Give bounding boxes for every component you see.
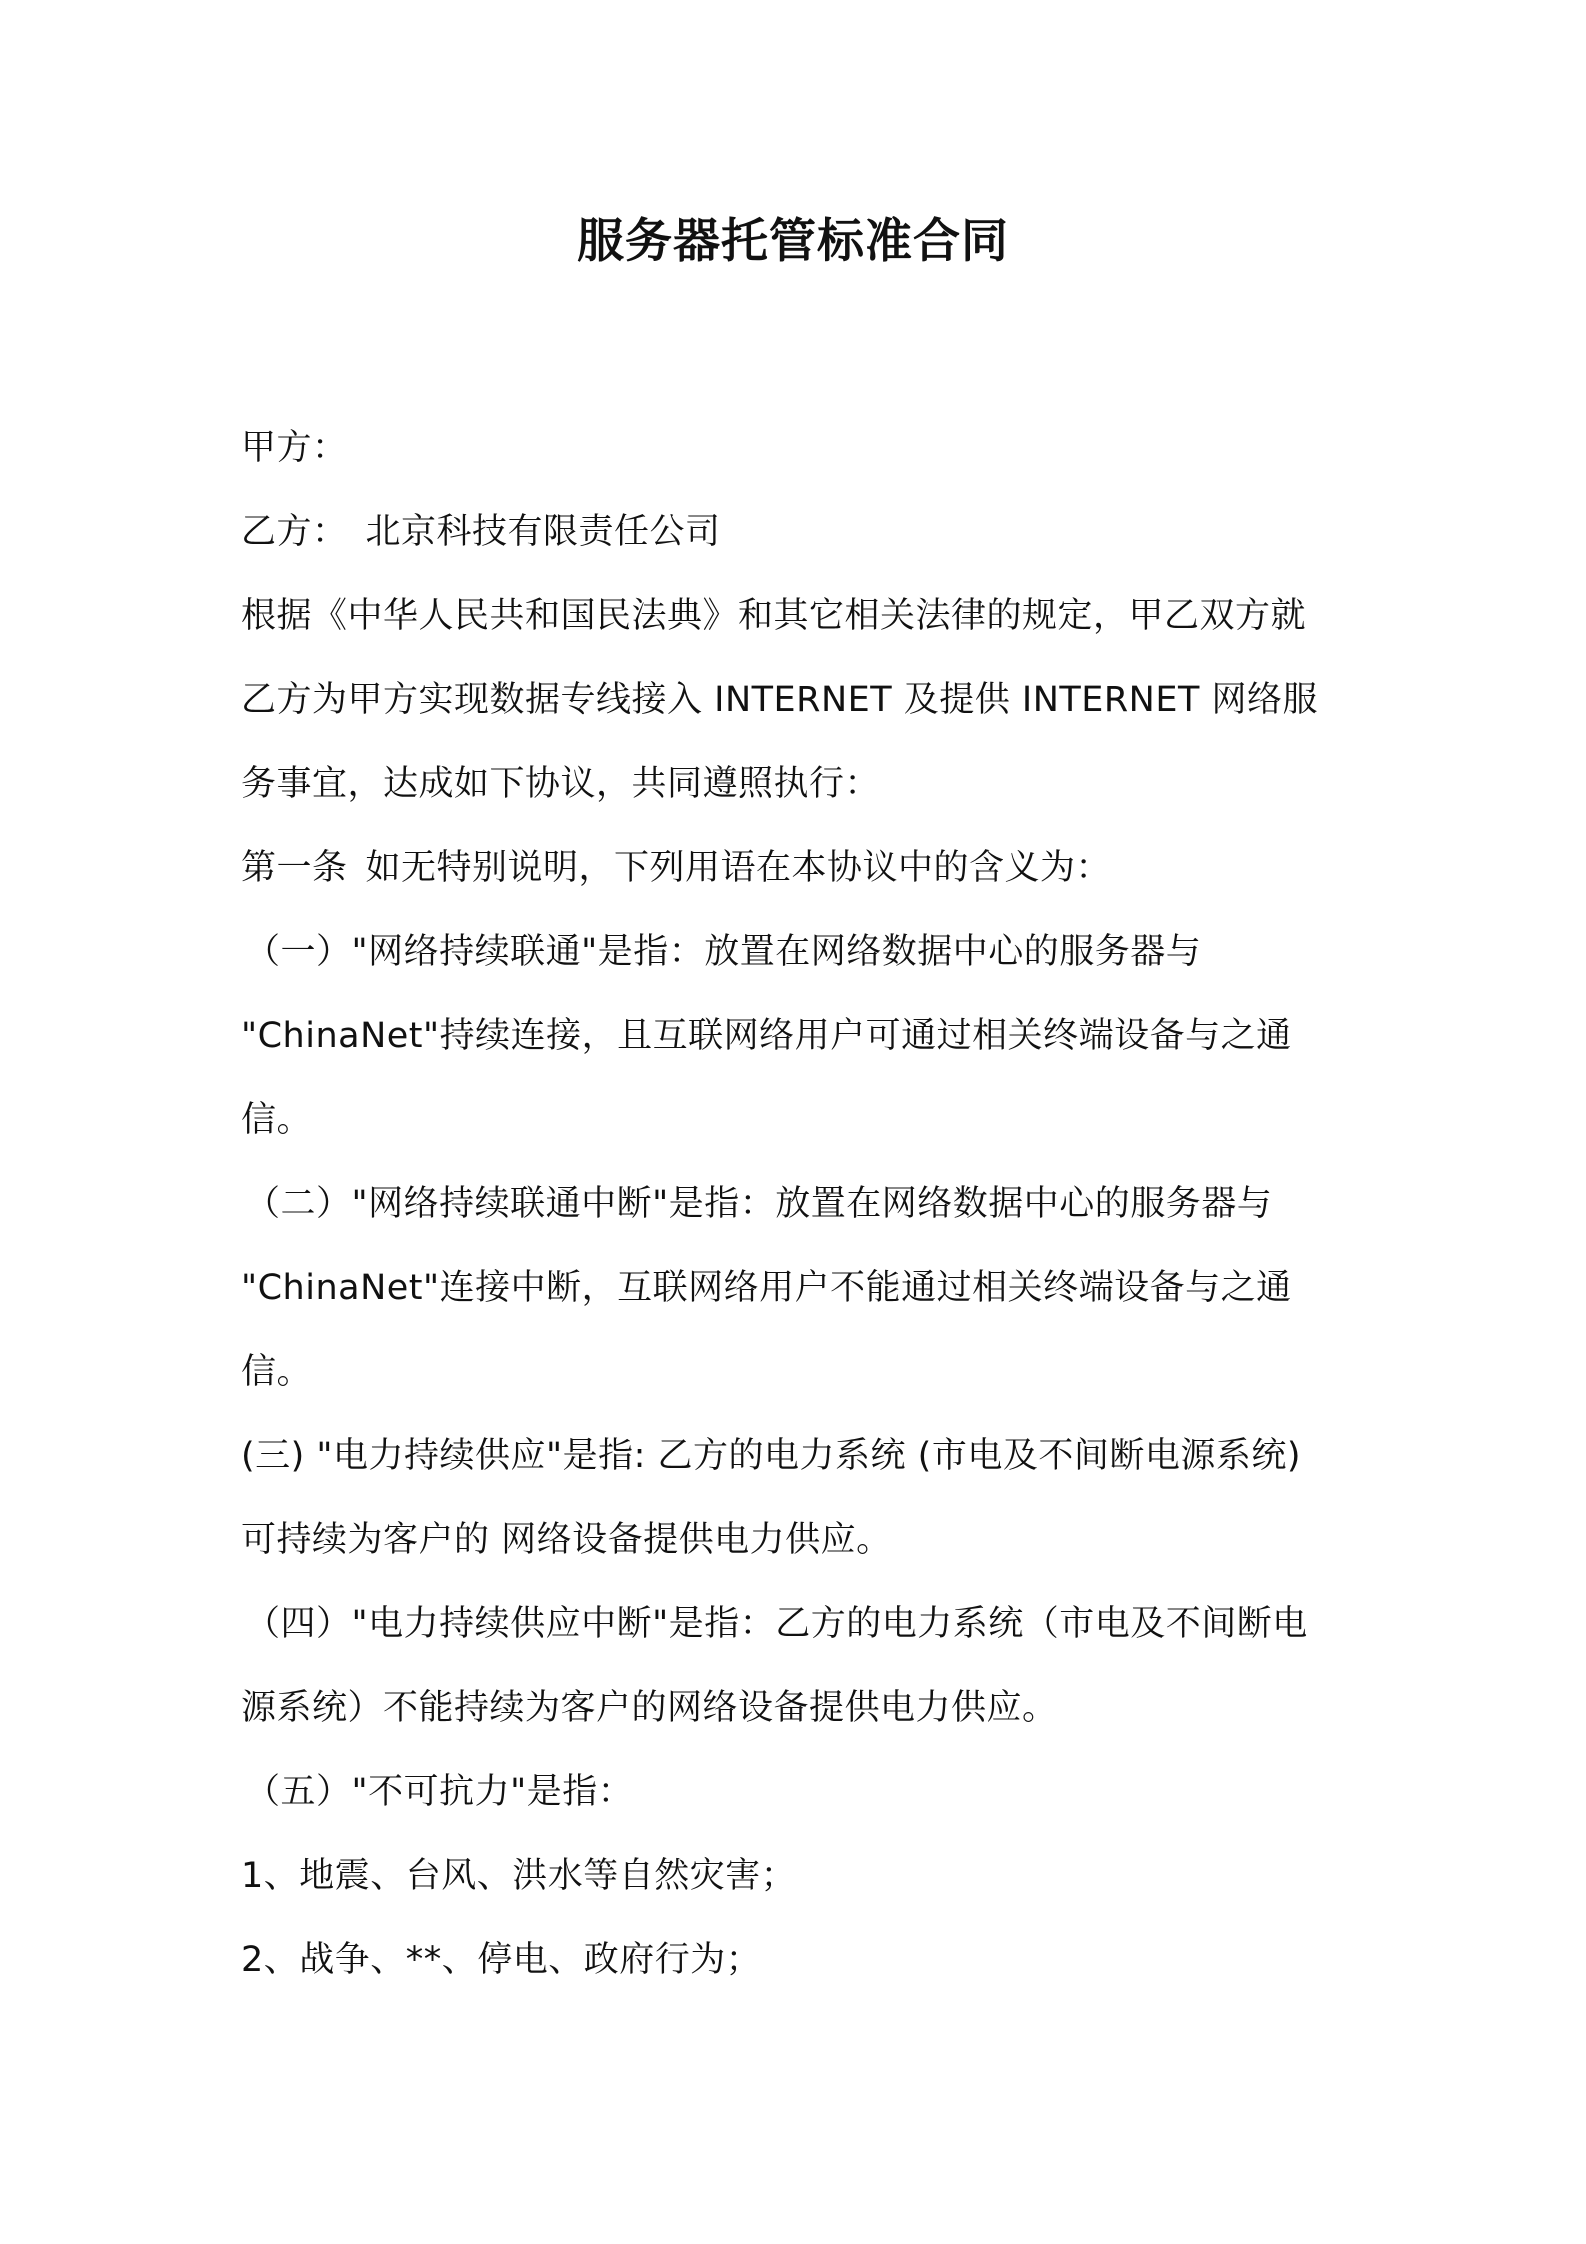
definition-line-6: 信。 [241,1352,313,1392]
definition-line-1: （一）"网络持续联通"是指：放置在网络数据中心的服务器与 [245,932,1202,972]
party-a-line [241,406,1361,490]
definition-line-10: 源系统）不能持续为客户的网络设备提供电力供应。 [241,1688,1058,1728]
definition-line-5: "ChinaNet"连接中断，互联网络用户不能通过相关终端设备与之通 [241,1268,1292,1308]
article-1-line [241,826,1361,910]
definition-line-2: "ChinaNet"持续连接，且互联网络用户可通过相关终端设备与之通 [241,1016,1292,1056]
definition-line-8: 可持续为客户的 网络设备提供电力供应。 [241,1520,892,1560]
article-1-label: 第一条 [241,848,348,888]
definition-line-7: (三) "电力持续供应"是指: 乙方的电力系统 (市电及不间断电源系统) [241,1436,1301,1476]
definition-line-13: 2、战争、**、停电、政府行为； [241,1940,762,1980]
document-body [241,406,1361,2002]
definition-line-4: （二）"网络持续联通中断"是指：放置在网络数据中心的服务器与 [245,1184,1273,1224]
definition-line-3: 信。 [241,1100,313,1140]
document-title: 服务器托管标准合同 [577,214,1009,269]
party-b-label: 乙方： [241,512,348,552]
preamble-line-1: 根据《中华人民共和国民法典》和其它相关法律的规定，甲乙双方就 [241,596,1307,636]
definition-line-9: （四）"电力持续供应中断"是指：乙方的电力系统（市电及不间断电 [245,1604,1308,1644]
party-a-label: 甲方： [241,428,348,468]
party-b-line [241,490,1361,574]
definition-line-11: （五）"不可抗力"是指： [245,1772,634,1812]
definition-line-12: 1、地震、台风、洪水等自然灾害； [241,1856,797,1896]
party-b-name: 北京科技有限责任公司 [365,512,721,552]
preamble-line-2: 乙方为甲方实现数据专线接入 INTERNET 及提供 INTERNET 网络服 [241,680,1318,720]
article-1-text: 如无特别说明，下列用语在本协议中的含义为： [365,848,1112,888]
preamble-line-3: 务事宜，达成如下协议，共同遵照执行： [241,764,881,804]
